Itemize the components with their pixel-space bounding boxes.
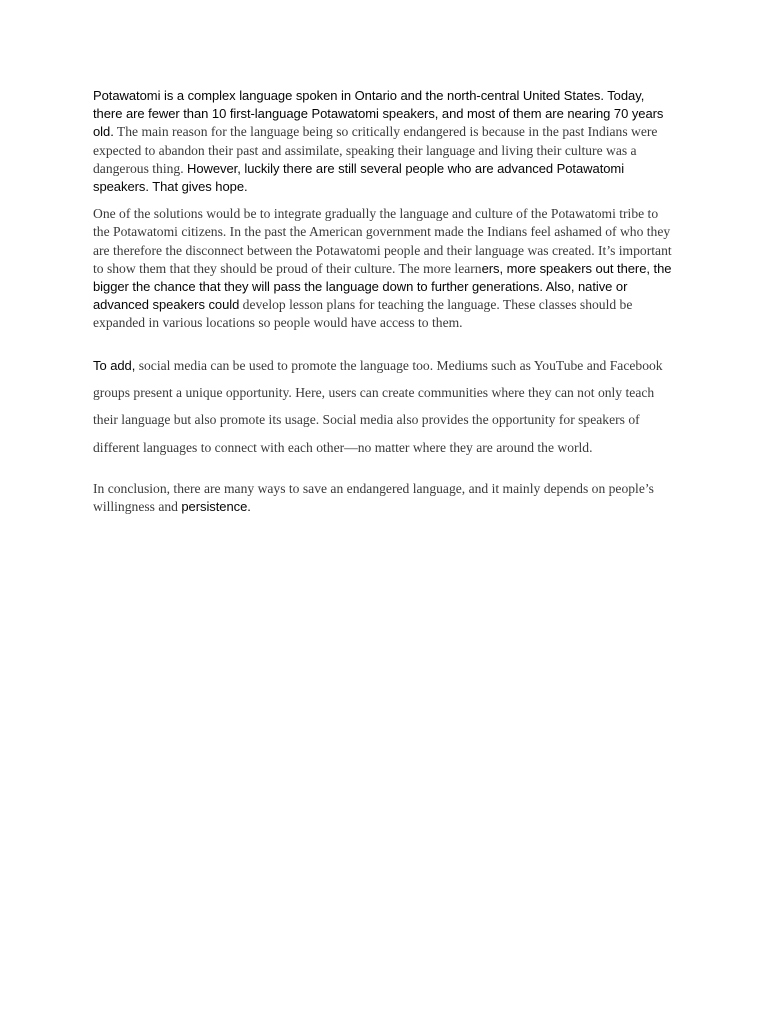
text-segment: social media can be used to promote the language too. Mediums such as YouTube and Facebook groups present a unique opportunity. Here, users can create communities where they can not only teach their language but also promote its usage. Social media also provides the opportunity for speakers of different languages to connect with each other—no matter where they are around the world. (93, 357, 663, 455)
text-segment: persistence. (181, 499, 251, 515)
text-segment: ers, more speakers out there, the bigger the chance that they will pass the language down to further generations. Also, native or advanced speakers could (93, 260, 672, 313)
text-segment: One of the solutions would be to integrate gradually the language and culture of the Potawatomi tribe to the Potawatomi citizens. In the past the American government made the Indians feel ashamed of who they are therefore the disconnect between the Potawatomi people and their language was created. It’s important to show them that they should be proud of their culture. The more learn (93, 206, 672, 276)
text-segment: In conclusion, there are many ways to save an endangered language, and it mainly depends on people’s willingness and (93, 480, 654, 515)
paragraph-solutions (93, 205, 673, 332)
text-segment: However, luckily there are still several people who are advanced Potawatomi speakers. That gives hope. (93, 160, 625, 195)
text-segment: To add, (93, 357, 136, 373)
document-page (93, 87, 673, 516)
text-segment: The main reason for the language being so critically endangered is because in the past Indians were expected to abandon their past and assimilate, speaking their language and living their culture was a dangerous thing. (93, 124, 658, 176)
paragraph-introduction (93, 87, 673, 196)
paragraph-social-media (93, 352, 673, 461)
text-segment: Potawatomi is a complex language spoken in Ontario and the north-central United States. Today, there are fewer than 10 first-language Potawatomi speakers, and most of them are nearing 70 years old. (93, 88, 664, 140)
text-segment: develop lesson plans for teaching the language. These classes should be expanded in various locations so people would have access to them. (93, 297, 633, 331)
paragraph-conclusion (93, 480, 673, 516)
